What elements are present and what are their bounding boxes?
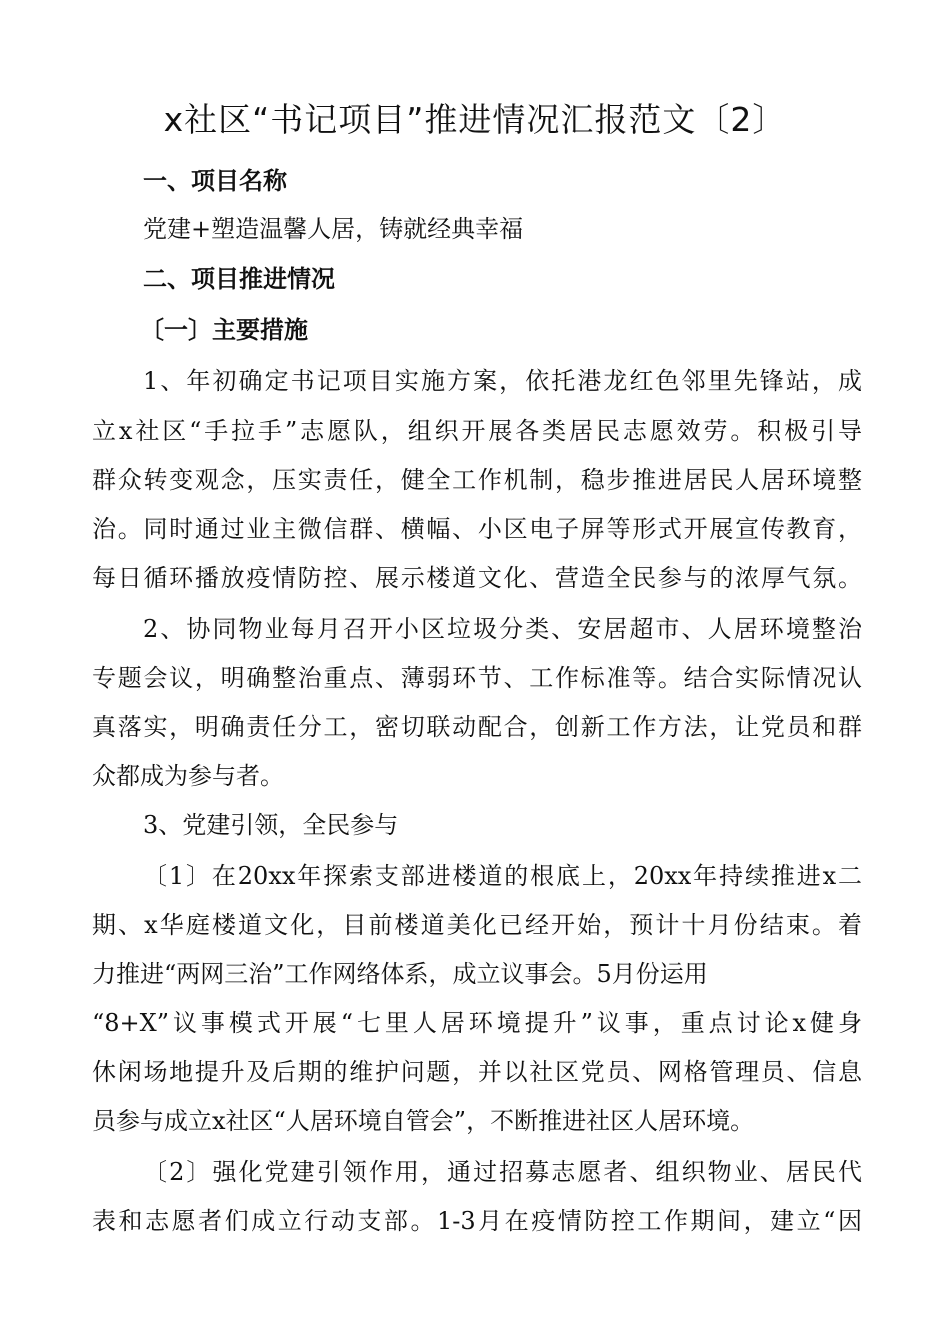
paragraph-line: 员参与成立x社区“人居环境自管会”，不断推进社区人居环境。: [92, 1107, 755, 1135]
paragraph-line: 力推进“两网三治”工作网络体系，成立议事会。5月份运用: [92, 960, 708, 988]
paragraph-line: 表和志愿者们成立行动支部。1-3月在疫情防控工作期间，建立“因: [92, 1207, 862, 1235]
paragraph-line: 立x社区“手拉手”志愿队，组织开展各类居民志愿效劳。积极引导: [92, 417, 862, 445]
section-heading-1: 一、项目名称: [143, 167, 287, 195]
subsection-heading-1: 〔一〕主要措施: [140, 316, 308, 344]
paragraph-line: 休闲场地提升及后期的维护问题，并以社区党员、网格管理员、信息: [92, 1058, 862, 1086]
paragraph-line: 群众转变观念，压实责任，健全工作机制，稳步推进居民人居环境整: [92, 466, 862, 494]
paragraph-line: 1、年初确定书记项目实施方案，依托港龙红色邻里先锋站，成: [143, 367, 862, 395]
project-name-text: 党建+塑造温馨人居，铸就经典幸福: [143, 215, 524, 243]
paragraph-line: 期、x华庭楼道文化，目前楼道美化已经开始，预计十月份结束。着: [92, 911, 862, 939]
paragraph-line: 每日循环播放疫情防控、展示楼道文化、营造全民参与的浓厚气氛。: [92, 564, 862, 592]
paragraph-line: 〔2〕强化党建引领作用，通过招募志愿者、组织物业、居民代: [143, 1158, 862, 1186]
paragraph-line: 治。同时通过业主微信群、横幅、小区电子屏等形式开展宣传教育，: [92, 515, 862, 543]
paragraph-line: “8+X”议事模式开展“七里人居环境提升”议事，重点讨论x健身: [92, 1009, 862, 1037]
document-title: x社区“书记项目”推进情况汇报范文〔2〕: [163, 100, 787, 139]
paragraph-line: 真落实，明确责任分工，密切联动配合，创新工作方法，让党员和群: [92, 713, 862, 741]
paragraph-line: 众都成为参与者。: [92, 762, 284, 790]
paragraph-line: 专题会议，明确整治重点、薄弱环节、工作标准等。结合实际情况认: [92, 664, 862, 692]
section-heading-2: 二、项目推进情况: [143, 265, 335, 293]
paragraph-line: 2、协同物业每月召开小区垃圾分类、安居超市、人居环境整治: [143, 615, 862, 643]
paragraph-line: 3、党建引领，全民参与: [143, 811, 399, 839]
paragraph-line: 〔1〕在20xx年探索支部进楼道的根底上，20xx年持续推进x二: [143, 862, 862, 890]
